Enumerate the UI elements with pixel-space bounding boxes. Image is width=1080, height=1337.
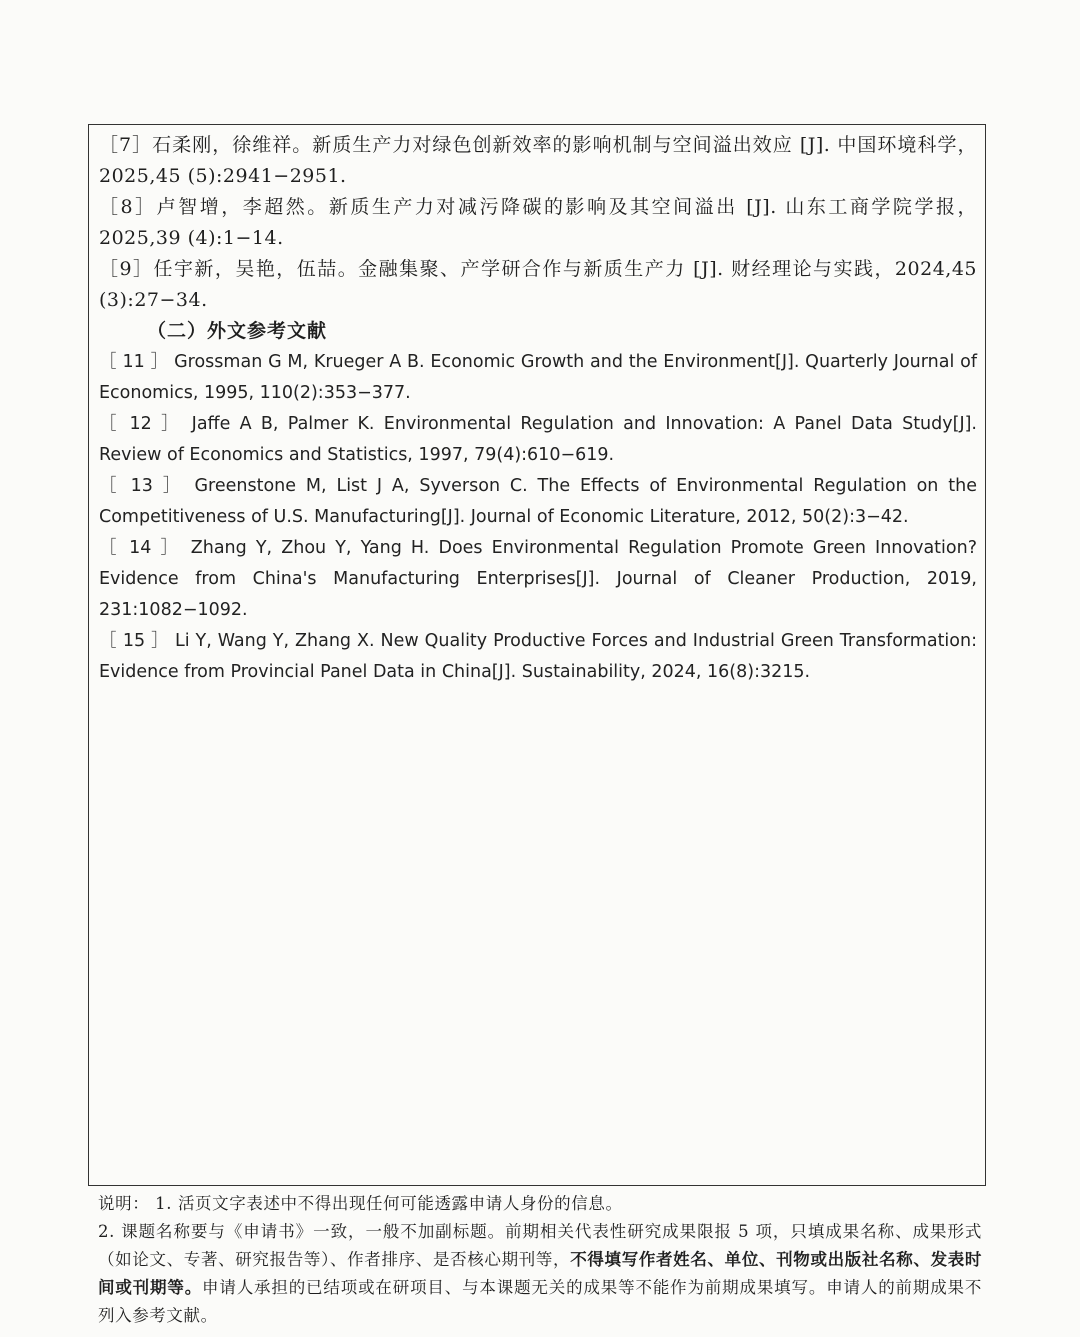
reference-number: ［ 11 ］ (99, 352, 169, 372)
note-line-1 (98, 1190, 982, 1218)
note-item-2-emphasis: 不得填写作者姓名、单位、刊物或出版社名称、发表时间或刊期等。 (98, 1250, 982, 1297)
reference-item-8 (99, 192, 977, 254)
reference-number: ［9］ (99, 258, 154, 280)
reference-text: 任宇新，吴艳，伍喆。金融集聚、产学研合作与新质生产力 [J]. 财经理论与实践，2024,45 (3):27−34. (99, 258, 977, 311)
reference-item-13 (99, 471, 977, 533)
reference-text: Jaffe A B, Palmer K. Environmental Regulation and Innovation: A Panel Data Study[J]. Review of Economics and Statistics, 1997, 79(4):610−619. (99, 414, 977, 465)
reference-item-15 (99, 626, 977, 688)
instructions-note (98, 1190, 982, 1330)
note-label: 说明： (98, 1194, 150, 1213)
reference-number: ［8］ (99, 196, 157, 218)
reference-number: ［ 15 ］ (99, 631, 169, 651)
reference-text: 石柔刚，徐维祥。新质生产力对绿色创新效率的影响机制与空间溢出效应 [J]. 中国环境科学，2025,45 (5):2941−2951. (99, 134, 977, 187)
reference-item-12 (99, 409, 977, 471)
reference-item-7 (99, 130, 977, 192)
reference-text: 卢智增，李超然。新质生产力对减污降碳的影响及其空间溢出 [J]. 山东工商学院学报，2025,39 (4):1−14. (99, 196, 977, 249)
reference-text: Li Y, Wang Y, Zhang X. New Quality Productive Forces and Industrial Green Transformation: Evidence from Provincial Panel Data in China[J]. Sustainability, 2024, 16(8):3215. (99, 631, 977, 682)
reference-number: ［7］ (99, 134, 153, 156)
reference-item-11 (99, 347, 977, 409)
reference-item-9 (99, 254, 977, 316)
reference-number: ［ 14 ］ (99, 538, 182, 558)
note-item-1: 1. 活页文字表述中不得出现任何可能透露申请人身份的信息。 (155, 1194, 623, 1213)
reference-text: Greenstone M, List J A, Syverson C. The Effects of Environmental Regulation on the Competitiveness of U.S. Manufacturing[J]. Journal of Economic Literature, 2012, 50(2):3−42. (99, 476, 977, 527)
reference-number: ［ 13 ］ (99, 476, 185, 496)
reference-text: Grossman G M, Krueger A B. Economic Growth and the Environment[J]. Quarterly Journal of Economics, 1995, 110(2):353−377. (99, 352, 977, 403)
reference-text: Zhang Y, Zhou Y, Yang H. Does Environmental Regulation Promote Green Innovation? Evidence from China's Manufacturing Enterprises[J]. Journal of Cleaner Production, 2019, 231:1082−1092. (99, 538, 977, 620)
note-item-2-text-end: 申请人承担的已结项或在研项目、与本课题无关的成果等不能作为前期成果填写。申请人的前期成果不列入参考文献。 (98, 1278, 982, 1325)
reference-number: ［ 12 ］ (99, 414, 183, 434)
reference-item-14 (99, 533, 977, 626)
note-line-2 (98, 1218, 982, 1330)
reference-list (99, 130, 977, 688)
note-item-2-text: 2. 课题名称要与《申请书》一致，一般不加副标题。前期相关代表性研究成果限报 5 项，只填成果名称、成果形式（如论文、专著、研究报告等）、作者排序、是否核心期刊等， (98, 1222, 982, 1269)
foreign-references-heading: （二）外文参考文献 (147, 320, 328, 342)
